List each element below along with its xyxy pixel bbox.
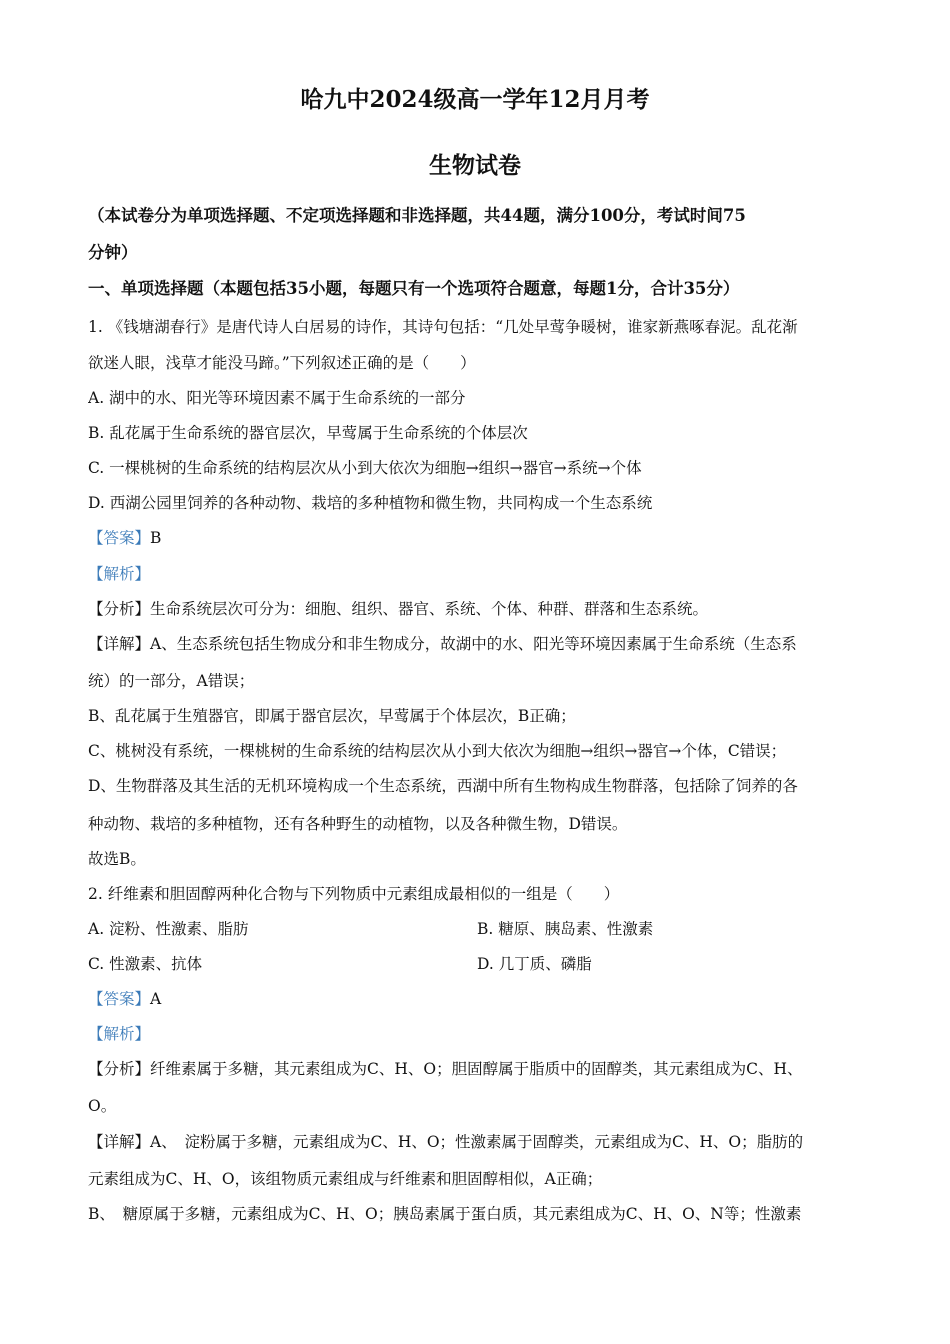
exam-title: 哈九中2024级高一学年12月月考 <box>300 86 650 113</box>
q2-analysis-row <box>88 1022 868 1046</box>
q2-option-b: B. 糖原、胰岛素、性激素 <box>477 920 654 938</box>
q1-conclusion: 故选B。 <box>88 850 146 868</box>
fenxi-label: 【分析】 <box>88 1060 151 1078</box>
q1-detail-b: B、乱花属于生殖器官，即属于器官层次，早莺属于个体层次，B正确； <box>88 707 576 725</box>
q2-answer-row <box>88 987 868 1011</box>
instructions-line-1: （本试卷分为单项选择题、不定项选择题和非选择题，共44题，满分100分，考试时间75 <box>88 206 746 225</box>
q1-stem-line-1: 1. 《钱塘湖春行》是唐代诗人白居易的诗作，其诗句包括：“几处早莺争暖树，谁家新燕啄春泥。乱花渐 <box>88 318 798 336</box>
q1-detail-a-line-1: A、生态系统包括生物成分和非生物成分，故湖中的水、阳光等环境因素属于生命系统（生态系 <box>150 635 797 653</box>
q1-answer-value: B <box>150 529 162 547</box>
q2-detail-a-line-2: 元素组成为C、H、O，该组物质元素组成与纤维素和胆固醇相似，A正确； <box>88 1170 603 1188</box>
q2-fenxi-line-1: 纤维素属于多糖，其元素组成为C、H、O；胆固醇属于脂质中的固醇类，其元素组成为C、H、 <box>150 1060 803 1078</box>
q2-answer-value: A <box>150 990 162 1008</box>
q2-detail-a-line-1: A、 淀粉属于多糖，元素组成为C、H、O；性激素属于固醇类，元素组成为C、H、O；脂肪的 <box>150 1133 804 1151</box>
q1-fenxi-row <box>88 597 868 621</box>
q1-option-b: B. 乱花属于生命系统的器官层次，早莺属于生命系统的个体层次 <box>88 424 528 442</box>
q1-detail-c: C、桃树没有系统，一棵桃树的生命系统的结构层次从小到大依次为细胞→组织→器官→个体，C错误； <box>88 742 787 760</box>
q2-option-d: D. 几丁质、磷脂 <box>477 955 592 973</box>
xiangjie-label: 【详解】 <box>88 635 151 653</box>
answer-label: 【答案】 <box>88 529 151 547</box>
q1-detail-d-line-1: D、生物群落及其生活的无机环境构成一个生态系统，西湖中所有生物构成生物群落，包括除了饲养的各 <box>88 777 798 795</box>
q1-option-d: D. 西湖公园里饲养的各种动物、栽培的多种植物和微生物，共同构成一个生态系统 <box>88 494 653 512</box>
q2-stem: 2. 纤维素和胆固醇两种化合物与下列物质中元素组成最相似的一组是（ ） <box>88 885 620 903</box>
instructions-line-2: 分钟） <box>88 243 138 262</box>
answer-label: 【答案】 <box>88 990 151 1008</box>
analysis-label: 【解析】 <box>88 1025 151 1043</box>
xiangjie-label: 【详解】 <box>88 1133 151 1151</box>
analysis-label: 【解析】 <box>88 565 151 583</box>
q1-fenxi-text: 生命系统层次可分为：细胞、组织、器官、系统、个体、种群、群落和生态系统。 <box>150 600 709 618</box>
q1-analysis-row <box>88 562 868 586</box>
q1-detail-d-line-2: 种动物、栽培的多种植物，还有各种野生的动植物，以及各种微生物，D错误。 <box>88 815 628 833</box>
q2-fenxi-row <box>88 1057 868 1081</box>
exam-subtitle: 生物试卷 <box>429 152 521 179</box>
q2-fenxi-line-2: O。 <box>88 1097 117 1115</box>
q2-option-a: A. 淀粉、性激素、脂肪 <box>88 920 249 938</box>
section-heading: 一、单项选择题（本题包括35小题，每题只有一个选项符合题意，每题1分，合计35分） <box>88 279 740 298</box>
q2-detail-row <box>88 1130 868 1154</box>
q1-detail-a-line-2: 统）的一部分，A错误； <box>88 672 255 690</box>
q2-option-c: C. 性激素、抗体 <box>88 955 203 973</box>
q1-option-a: A. 湖中的水、阳光等环境因素不属于生命系统的一部分 <box>88 389 466 407</box>
q1-stem-line-2: 欲迷人眼，浅草才能没马蹄。”下列叙述正确的是（ ） <box>88 354 476 372</box>
q1-detail-row <box>88 632 868 656</box>
q1-option-c: C. 一棵桃树的生命系统的结构层次从小到大依次为细胞→组织→器官→系统→个体 <box>88 459 642 477</box>
q2-detail-b-line-1: B、 糖原属于多糖，元素组成为C、H、O；胰岛素属于蛋白质，其元素组成为C、H、O、N等；性激素 <box>88 1205 802 1223</box>
q1-answer-row <box>88 526 868 550</box>
fenxi-label: 【分析】 <box>88 600 151 618</box>
